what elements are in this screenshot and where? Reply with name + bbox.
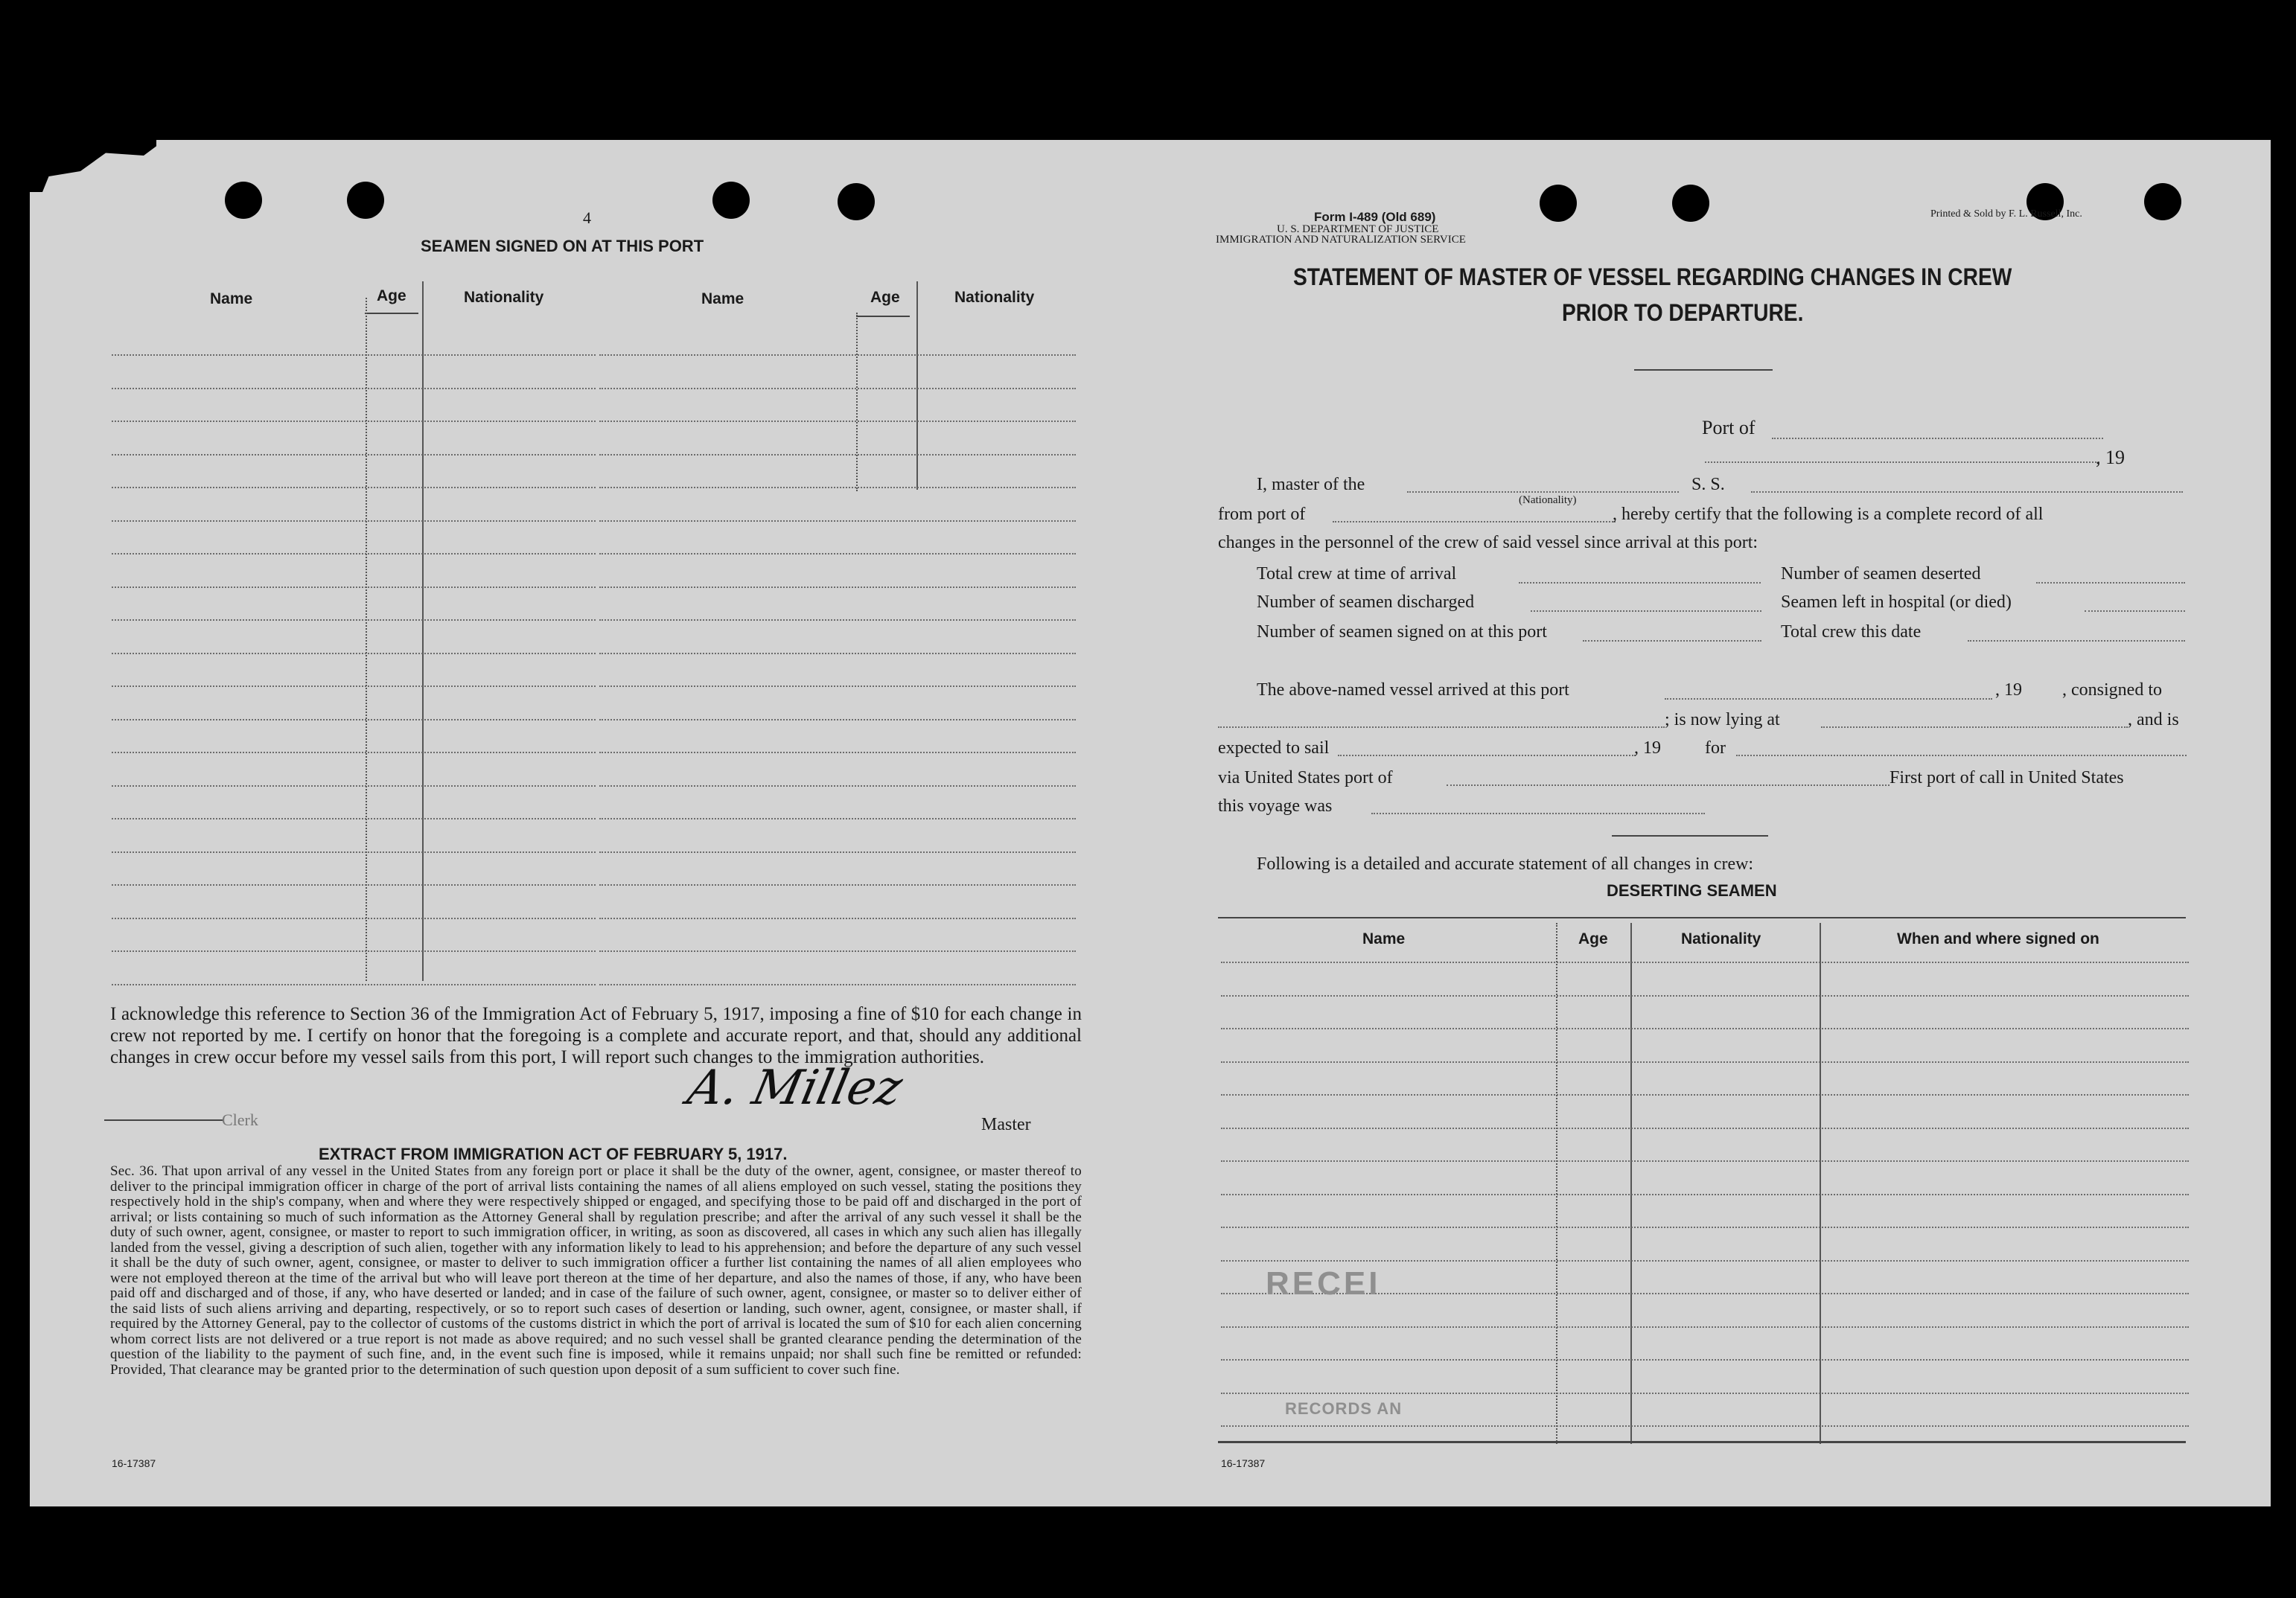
- left-table-row-line: [599, 785, 1076, 787]
- date-field: [1705, 461, 2099, 463]
- seamen-deserted-label: Number of seamen deserted: [1781, 564, 1981, 584]
- column-rule: [422, 281, 424, 981]
- col-nationality: Nationality: [1681, 930, 1761, 947]
- extract-title: EXTRACT FROM IMMIGRATION ACT OF FEBRUARY 5, 1917.: [319, 1145, 788, 1163]
- arrived-at-field: [1665, 698, 1992, 700]
- left-table-row-line: [599, 950, 1076, 952]
- table-top-rule: [1218, 917, 2186, 918]
- year-label: , 19: [2096, 447, 2125, 468]
- age-underline: [365, 313, 418, 314]
- left-table-row-line: [112, 984, 596, 985]
- master-label: Master: [981, 1115, 1031, 1134]
- column-rule: [1556, 923, 1557, 1444]
- printer: Printed & Sold by F. L. Russell, Inc.: [1930, 208, 2082, 220]
- port-of-field: [1772, 438, 2103, 439]
- lying-at-field: [1821, 726, 2128, 728]
- left-table-row-line: [599, 587, 1076, 588]
- first-port-label: First port of call in United States: [1890, 768, 2124, 787]
- left-table-row-line: [599, 354, 1076, 356]
- left-table-row-line: [112, 950, 596, 952]
- left-table-row-line: [112, 653, 596, 654]
- clerk-label: Clerk: [222, 1110, 258, 1129]
- left-table-row-line: [112, 520, 596, 522]
- page-number: 4: [583, 208, 591, 227]
- right-table-row-line: [1221, 1128, 2189, 1129]
- punch-hole: [838, 183, 875, 220]
- column-rule: [1820, 923, 1821, 1444]
- for-label: for: [1705, 738, 1726, 758]
- col-age: Age: [1578, 930, 1608, 947]
- left-table-row-line: [112, 851, 596, 853]
- col-age-1: Age: [377, 287, 406, 304]
- deserting-title: DESERTING SEAMEN: [1607, 881, 1777, 900]
- right-table-row-line: [1221, 1160, 2189, 1162]
- col-nationality-2: Nationality: [954, 289, 1035, 306]
- column-rule: [856, 313, 858, 491]
- right-table-row-line: [1221, 1425, 2189, 1427]
- left-table-row-line: [599, 984, 1076, 985]
- signed-on-field: [1583, 640, 1761, 642]
- punch-hole: [225, 182, 262, 219]
- punch-hole: [2144, 183, 2181, 220]
- left-table-row-line: [112, 818, 596, 819]
- right-table-row-line: [1221, 1061, 2189, 1063]
- changes-text: changes in the personnel of the crew of said vessel since arrival at this port:: [1218, 533, 1758, 552]
- left-table-row-line: [599, 851, 1076, 853]
- total-crew-date-label: Total crew this date: [1781, 622, 1922, 642]
- received-stamp: RECEI: [1266, 1265, 1381, 1302]
- left-table-row-line: [599, 553, 1076, 554]
- left-footer-code: 16-17387: [112, 1457, 156, 1469]
- age-underline: [856, 316, 910, 317]
- left-table-row-line: [599, 619, 1076, 621]
- left-table-row-line: [112, 884, 596, 886]
- left-table-row-line: [599, 520, 1076, 522]
- punch-hole: [1540, 185, 1577, 222]
- right-table-row-line: [1221, 1194, 2189, 1195]
- following-text: Following is a detailed and accurate statement of all changes in crew:: [1257, 854, 1754, 874]
- right-table-row-line: [1221, 1028, 2189, 1029]
- lying-at-label: ; is now lying at: [1665, 710, 1780, 729]
- expected-to-sail-field: [1338, 755, 1636, 756]
- sail-year-label: , 19: [1634, 738, 1661, 758]
- left-table-row-line: [599, 685, 1076, 687]
- right-table-row-line: [1221, 1260, 2189, 1262]
- service: IMMIGRATION AND NATURALIZATION SERVICE: [1216, 234, 1466, 246]
- left-table-row-line: [112, 587, 596, 588]
- punch-hole: [347, 182, 384, 219]
- clerk-signature-line: [104, 1119, 223, 1121]
- from-port-field: [1333, 521, 1616, 522]
- form-number: Form I-489 (Old 689): [1314, 210, 1436, 224]
- section-divider: [1612, 835, 1768, 837]
- left-table-row-line: [112, 421, 596, 422]
- column-rule: [366, 298, 367, 981]
- total-crew-arrival-label: Total crew at time of arrival: [1257, 564, 1457, 584]
- seamen-discharged-label: Number of seamen discharged: [1257, 592, 1475, 612]
- certify-text: , hereby certify that the following is a complete record of all: [1613, 505, 2044, 524]
- vessel-name-field: [1751, 491, 2183, 493]
- left-table-row-line: [599, 884, 1076, 886]
- left-in-hospital-label: Seamen left in hospital (or died): [1781, 592, 2012, 612]
- port-of-label: Port of: [1702, 417, 1756, 438]
- right-table-row-line: [1221, 1227, 2189, 1228]
- signed-on-label: Number of seamen signed on at this port: [1257, 622, 1547, 642]
- left-page-title: SEAMEN SIGNED ON AT THIS PORT: [421, 237, 704, 255]
- left-table-row-line: [112, 553, 596, 554]
- left-table-row-line: [112, 487, 596, 488]
- left-table-row-line: [112, 719, 596, 720]
- master-of-label: I, master of the: [1257, 475, 1365, 494]
- this-voyage-field: [1371, 813, 1705, 814]
- consignee-field: [1218, 726, 1665, 728]
- from-port-label: from port of: [1218, 505, 1306, 524]
- left-table-row-line: [599, 918, 1076, 919]
- via-port-field: [1447, 784, 1890, 786]
- right-table-row-line: [1221, 962, 2189, 963]
- left-in-hospital-field: [2085, 610, 2185, 612]
- left-table-row-line: [112, 752, 596, 753]
- form-title-line1: STATEMENT OF MASTER OF VESSEL REGARDING CHANGES IN CREW: [1293, 263, 2012, 290]
- right-table-row-line: [1221, 1326, 2189, 1328]
- left-table-row-line: [599, 818, 1076, 819]
- right-table-row-line: [1221, 1393, 2189, 1394]
- column-rule: [916, 281, 918, 490]
- right-table-row-line: [1221, 1094, 2189, 1096]
- left-table-row-line: [112, 454, 596, 456]
- expected-to-sail-label: expected to sail: [1218, 738, 1330, 758]
- punch-hole: [1672, 185, 1709, 222]
- left-table-row-line: [112, 785, 596, 787]
- col-name-1: Name: [210, 290, 253, 307]
- form-title-line2: PRIOR TO DEPARTURE.: [1562, 299, 1804, 326]
- column-rule: [1630, 923, 1632, 1444]
- left-table-row-line: [599, 653, 1076, 654]
- col-nationality-1: Nationality: [464, 289, 544, 306]
- left-table-row-line: [599, 487, 1076, 488]
- nationality-field: [1407, 491, 1679, 493]
- arrived-at-label: The above-named vessel arrived at this port: [1257, 680, 1569, 700]
- left-table-row-line: [112, 354, 596, 356]
- consigned-to-label: , consigned to: [2062, 680, 2162, 700]
- seamen-deserted-field: [2036, 582, 2185, 584]
- left-table-row-line: [599, 719, 1076, 720]
- total-crew-date-field: [1968, 640, 2185, 642]
- left-table-row-line: [599, 421, 1076, 422]
- ss-label: S. S.: [1691, 475, 1725, 494]
- punch-hole: [712, 182, 750, 219]
- total-crew-arrival-field: [1519, 582, 1761, 584]
- destination-field: [1736, 755, 2187, 756]
- left-table-row-line: [599, 454, 1076, 456]
- left-table-row-line: [112, 619, 596, 621]
- col-name-2: Name: [701, 290, 744, 307]
- master-signature: A. Millez: [683, 1061, 908, 1116]
- col-age-2: Age: [870, 289, 900, 306]
- seamen-discharged-field: [1531, 610, 1761, 612]
- arrived-year-label: , 19: [1995, 680, 2022, 700]
- this-voyage-label: this voyage was: [1218, 796, 1333, 816]
- records-stamp: RECORDS AN: [1285, 1399, 1403, 1418]
- nationality-hint: (Nationality): [1519, 494, 1577, 506]
- right-table-row-line: [1221, 995, 2189, 997]
- title-divider: [1634, 369, 1773, 371]
- left-table-row-line: [599, 388, 1076, 389]
- left-table-row-line: [112, 685, 596, 687]
- right-footer-code: 16-17387: [1221, 1457, 1266, 1469]
- extract-text: Sec. 36. That upon arrival of any vessel in the United States from any foreign port or place it shall be the duty of the owner, agent, consignee, or master thereof to deliver to the principal immigration officer in charge of the port of arrival lists containing the names of all aliens employed on such vessel, stating the positions they respectively hold in the ship's company, when and where they were respectively shipped or engaged, and specifying those to be paid off and discharged in the port of arrival; or lists containing so much of such information as the Attorney General shall by regulation prescribe; and after the arrival of any such vessel it shall be the duty of such owner, agent, consignee, or master to report to such immigration officer, in writing, as soon as discovered, all cases in which any such alien has illegally landed from the vessel, giving a description of such alien, together with any information likely to lead to his apprehension; and before the departure of any such vessel it shall be the duty of such owner, agent, consignee, or master to deliver to such immigration officer a further list containing the names of all alien employees who were not employed thereon at the time of the arrival but who will leave port thereon at the time of her departure, and also the names of those, if any, who have been paid off and discharged and of those, if any, who have deserted or landed; and in case of the failure of such owner, agent, consignee, or master so to deliver either of the said lists of such aliens arriving and departing, respectively, or so to report such cases of desertion or landing, such owner, agent, consignee, or master shall, if required by the Attorney General, pay to the collector of customs of the customs district in which the port of arrival is located the sum of $10 for each alien concerning whom correct lists are not delivered or a true report is not made as above required; and no such vessel shall be granted clearance pending the determination of the question of the liability to the payment of such fine, and, in the event such fine is imposed, while it remains unpaid; nor shall such fine be remitted or refunded: Provided, That clearance may be granted prior to the determination of such question upon deposit of a sum sufficient to cover such fine.: [110, 1163, 1082, 1378]
- acknowledgement-text: I acknowledge this reference to Section 36 of the Immigration Act of February 5, 1917, imposing a fine of $10 for each change in crew not reported by me. I certify on honor that the foregoing is a complete and accurate report, and that, should any additional changes in crew occur before my vessel sails from this port, I will report such changes to the immigration authorities.: [110, 1004, 1082, 1067]
- department: U. S. DEPARTMENT OF JUSTICE: [1277, 223, 1439, 235]
- table-bottom-rule: [1218, 1441, 2186, 1443]
- and-is-label: , and is: [2128, 710, 2179, 729]
- left-table-row-line: [112, 918, 596, 919]
- right-table-row-line: [1221, 1359, 2189, 1361]
- left-table-row-line: [112, 388, 596, 389]
- via-port-label: via United States port of: [1218, 768, 1393, 787]
- left-table-row-line: [599, 752, 1076, 753]
- col-name: Name: [1362, 930, 1406, 947]
- col-when-where: When and where signed on: [1897, 930, 2099, 947]
